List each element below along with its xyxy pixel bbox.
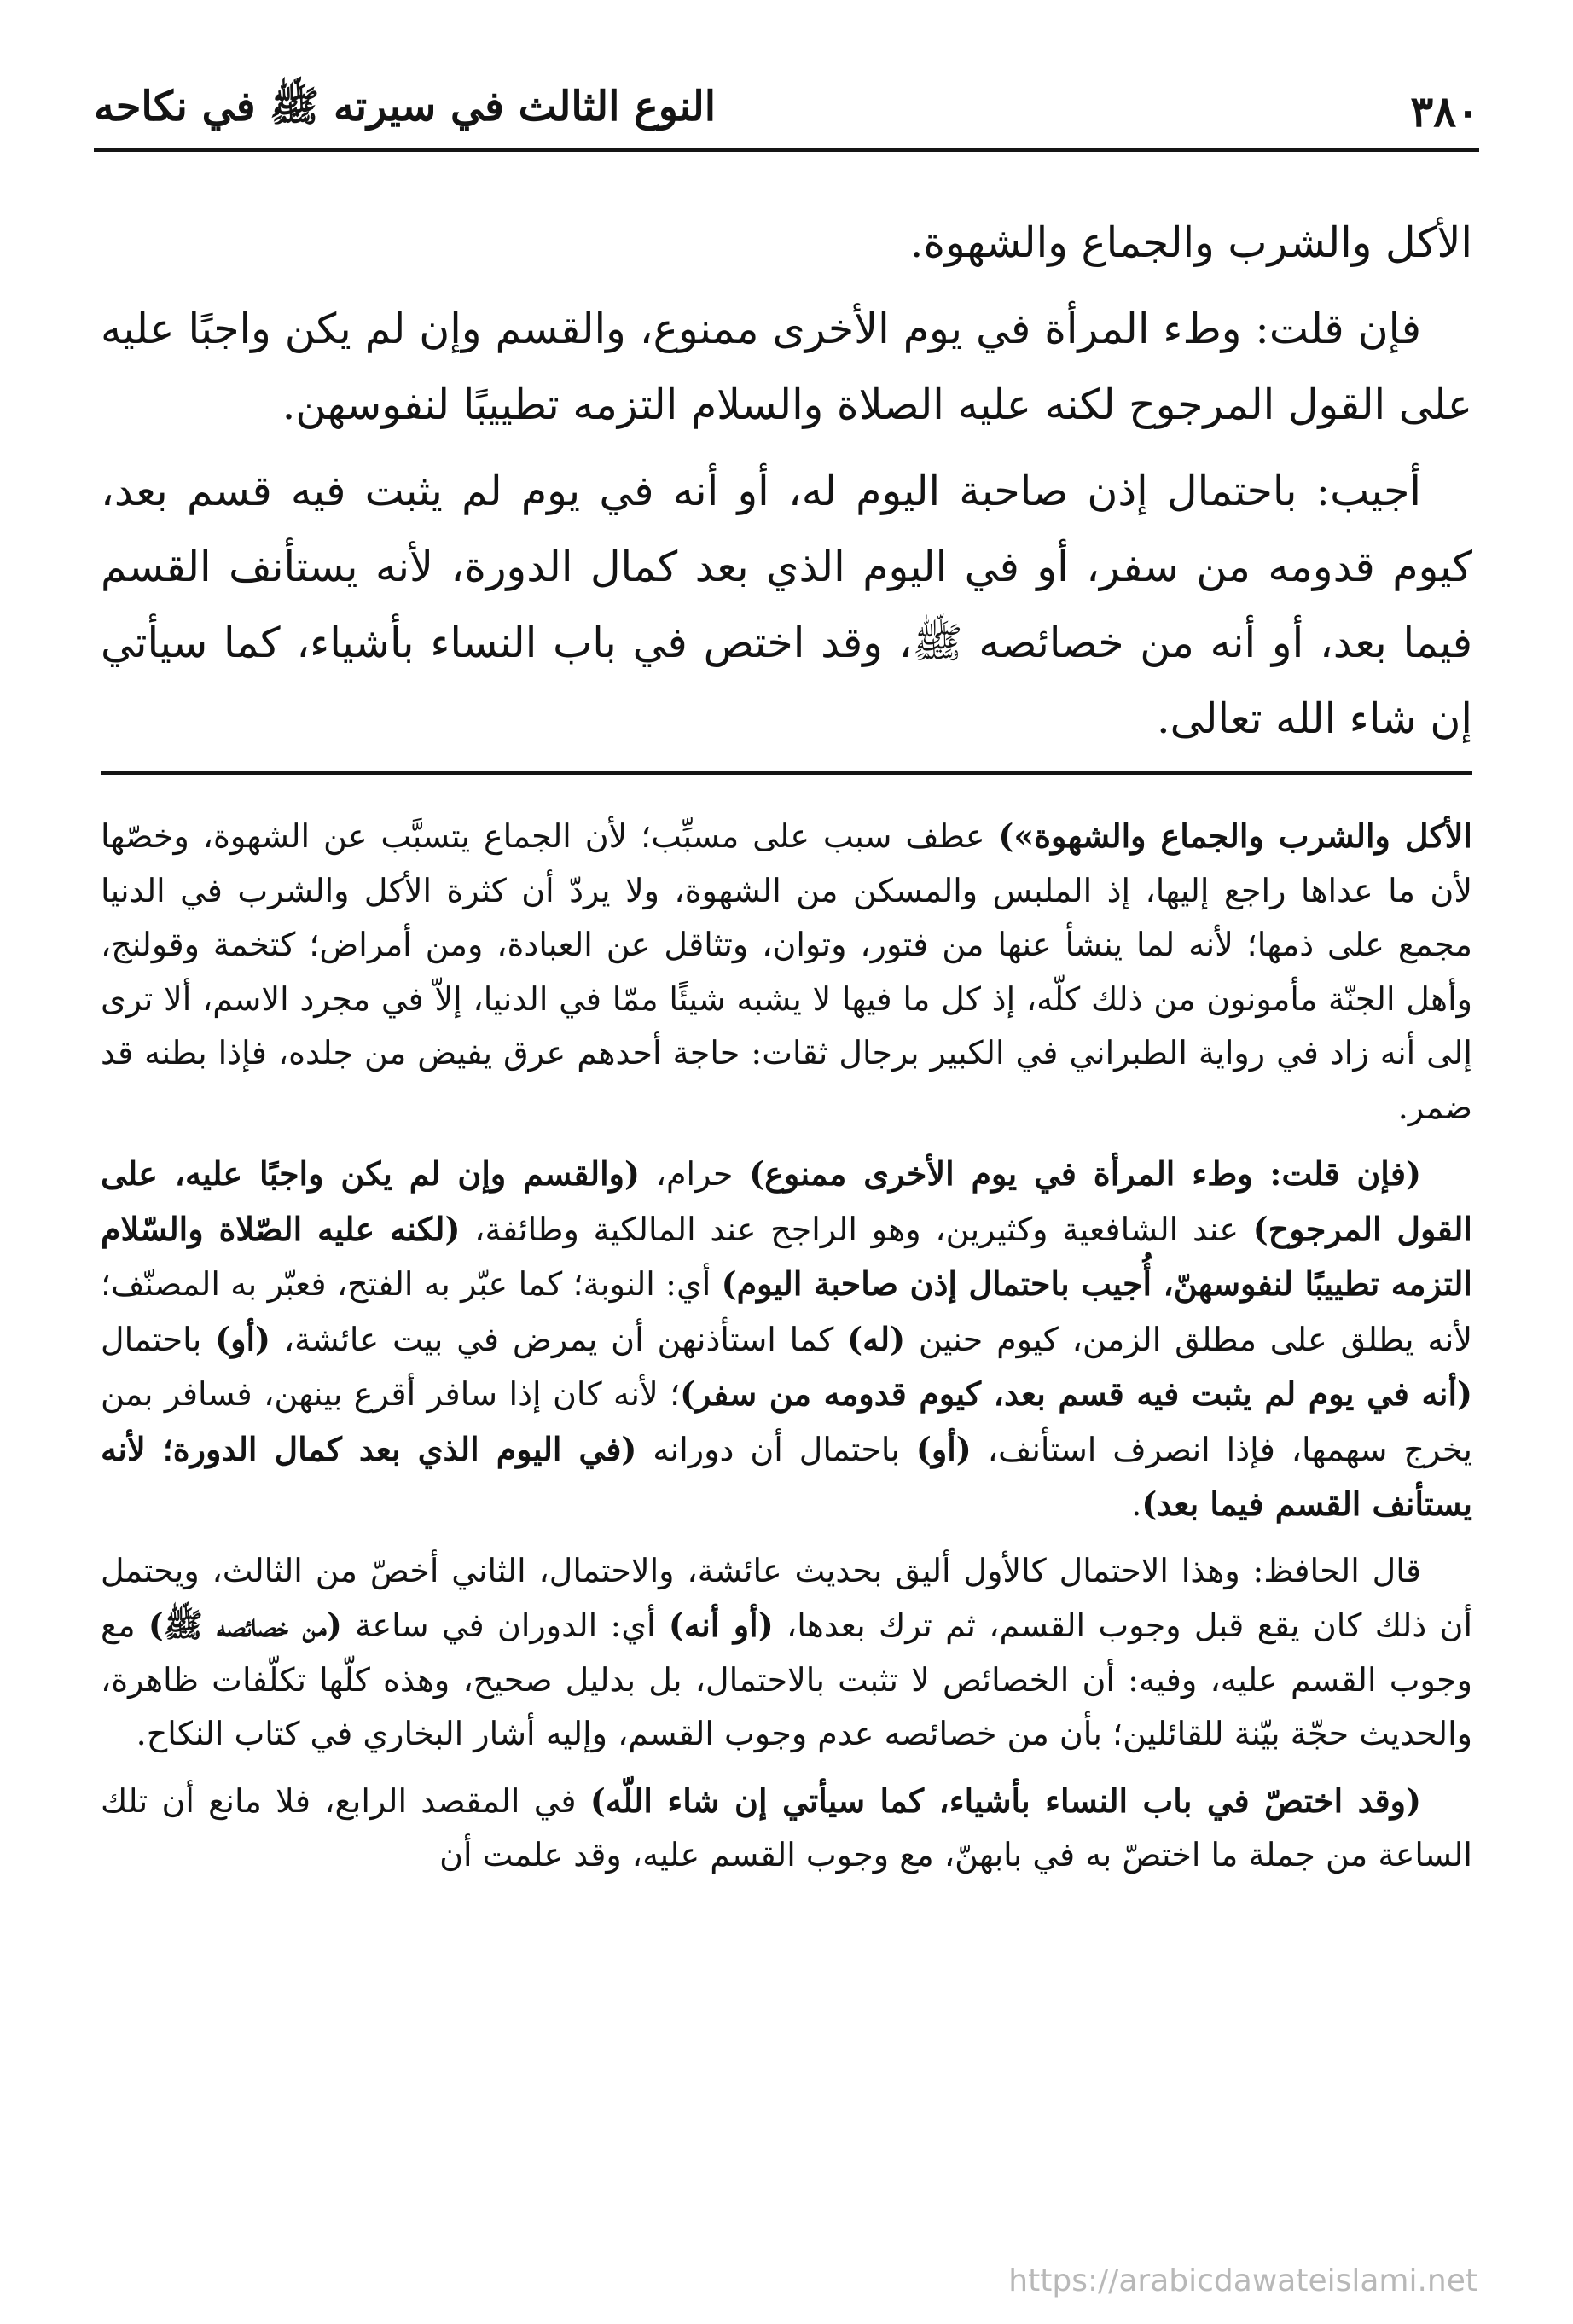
commentary-paragraph-2 bbox=[101, 1147, 1472, 1532]
quoted-phrase: (أنه في يوم لم يثبت فيه قسم بعد، كيوم قدومه من سفر) bbox=[680, 1374, 1472, 1413]
main-text-paragraph-1: الأكل والشرب والجماع والشهوة. bbox=[909, 218, 1472, 267]
page-header bbox=[94, 73, 1479, 152]
commentary-text: . bbox=[1131, 1485, 1142, 1523]
commentary-text: باحتمال bbox=[101, 1320, 216, 1358]
commentary-paragraph-1 bbox=[101, 809, 1472, 1135]
main-text-paragraph-2: فإن قلت: وطء المرأة في يوم الأخرى ممنوع، والقسم وإن لم يكن واجبًا عليه على القول المرجوح لكنه عليه الصلاة والسلام التزمه تطييبًا لنفوسهن. bbox=[101, 305, 1472, 429]
section-divider bbox=[101, 771, 1472, 775]
commentary bbox=[101, 809, 1472, 1895]
quoted-phrase: (من خصائصه ﷺ) bbox=[148, 1606, 342, 1644]
commentary-text: مع وجوب القسم عليه، وفيه: أن الخصائص لا تثبت بالاحتمال، بل بدليل صحيح، وهذه كلّها تكلّفات ظاهرة، والحديث حجّة بيّنة للقائلين؛ بأن من خصائصه عدم وجوب القسم، وإليه أشار البخاري في كتاب النكاح. bbox=[101, 1606, 1472, 1752]
commentary-text: قال الحافظ: وهذا الاحتمال كالأول أليق بحديث عائشة، والاحتمال، الثاني أخصّ من الثالث، ويحتمل أن ذلك كان يقع قبل وجوب القسم، ثم ترك بعدها، bbox=[101, 1551, 1472, 1644]
commentary-text: في المقصد الرابع، فلا مانع أن تلك الساعة من جملة ما اختصّ به في بابهنّ، مع وجوب القسم عليه، وقد علمت أن bbox=[101, 1781, 1472, 1874]
commentary-text: أي: الدوران في ساعة bbox=[341, 1606, 669, 1644]
quoted-phrase: (له) bbox=[847, 1319, 906, 1358]
commentary-text: كما استأذنهن أن يمرض في بيت عائشة، bbox=[270, 1320, 848, 1358]
commentary-text: باحتمال أن دورانه bbox=[636, 1430, 916, 1468]
main-text-paragraph-3: أجيب: باحتمال إذن صاحبة اليوم له، أو أنه في يوم لم يثبت فيه قسم بعد، كيوم قدومه من سفر، أو في اليوم الذي بعد كمال الدورة، لأنه يستأنف القسم فيما بعد، أو أنه من خصائصه ﷺ، وقد اختص في باب النساء بأشياء، كما سيأتي إن شاء الله تعالى. bbox=[101, 467, 1472, 743]
commentary-text: ؛ لأنه كان إذا سافر أقرع بينهن، فسافر بمن يخرج سهمها، فإذا انصرف استأنف، bbox=[101, 1375, 1472, 1468]
quoted-phrase: الأكل والشرب والجماع والشهوة») bbox=[998, 816, 1472, 855]
commentary-paragraph-4 bbox=[101, 1774, 1472, 1883]
quoted-phrase: (أو) bbox=[215, 1319, 270, 1358]
commentary-paragraph-3 bbox=[101, 1544, 1472, 1762]
quoted-phrase: (فإن قلت: وطء المرأة في يوم الأخرى ممنوع) bbox=[749, 1154, 1422, 1193]
quoted-phrase: (أو) bbox=[915, 1429, 972, 1468]
commentary-text: عطف سبب على مسبِّب؛ لأن الجماع يتسبَّب عن الشهوة، وخصّها لأن ما عداها راجع إليها، إذ الملبس والمسكن من الشهوة، ولا يردّ أن كثرة الأكل والشرب في الدنيا مجمع على ذمها؛ لأنه لما ينشأ عنها من فتور، وتوان، وتثاقل عن العبادة، ومن أمراض؛ كتخمة وقولنج، وأهل الجنّة مأمونون من ذلك كلّه، إذ كل ما فيها لا يشبه شيئًا ممّا في الدنيا، إلاّ في مجرد الاسم، ألا ترى إلى أنه زاد في رواية الطبراني في الكبير برجال ثقات: حاجة أحدهم عرق يفيض من جلده، فإذا بطنه قد ضمر. bbox=[101, 817, 1472, 1126]
quoted-phrase: (وقد اختصّ في باب النساء بأشياء، كما سيأتي إن شاء اللّه) bbox=[589, 1781, 1422, 1820]
running-title: النوع الثالث في سيرته ﷺ في نكاحه bbox=[94, 82, 717, 131]
quoted-phrase: (والقسم وإن لم يكن واجبًا عليه، على القول المرجوح) bbox=[101, 1154, 1472, 1248]
commentary-text: حرام، bbox=[640, 1155, 750, 1193]
commentary-text: عند الشافعية وكثيرين، وهو الراجح عند المالكية وطائفة، bbox=[460, 1210, 1253, 1248]
commentary-text: أي: النوبة؛ كما عبّر به الفتح، فعبّر به المصنّف؛ لأنه يطلق على مطلق الزمن، كيوم حنين bbox=[101, 1265, 1472, 1358]
source-watermark: https://arabicdawateislami.net bbox=[1008, 2263, 1477, 2298]
quoted-phrase: (لكنه عليه الصّلاة والسّلام التزمه تطييبًا لنفوسهنّ، أُجيب باحتمال إذن صاحبة اليوم) bbox=[101, 1209, 1472, 1303]
quoted-phrase: (أو أنه) bbox=[668, 1606, 774, 1644]
page-number: ٣٨٠ bbox=[1410, 85, 1479, 137]
quoted-phrase: (في اليوم الذي بعد كمال الدورة؛ لأنه يستأنف القسم فيما بعد) bbox=[101, 1429, 1472, 1523]
main-text bbox=[101, 205, 1472, 767]
